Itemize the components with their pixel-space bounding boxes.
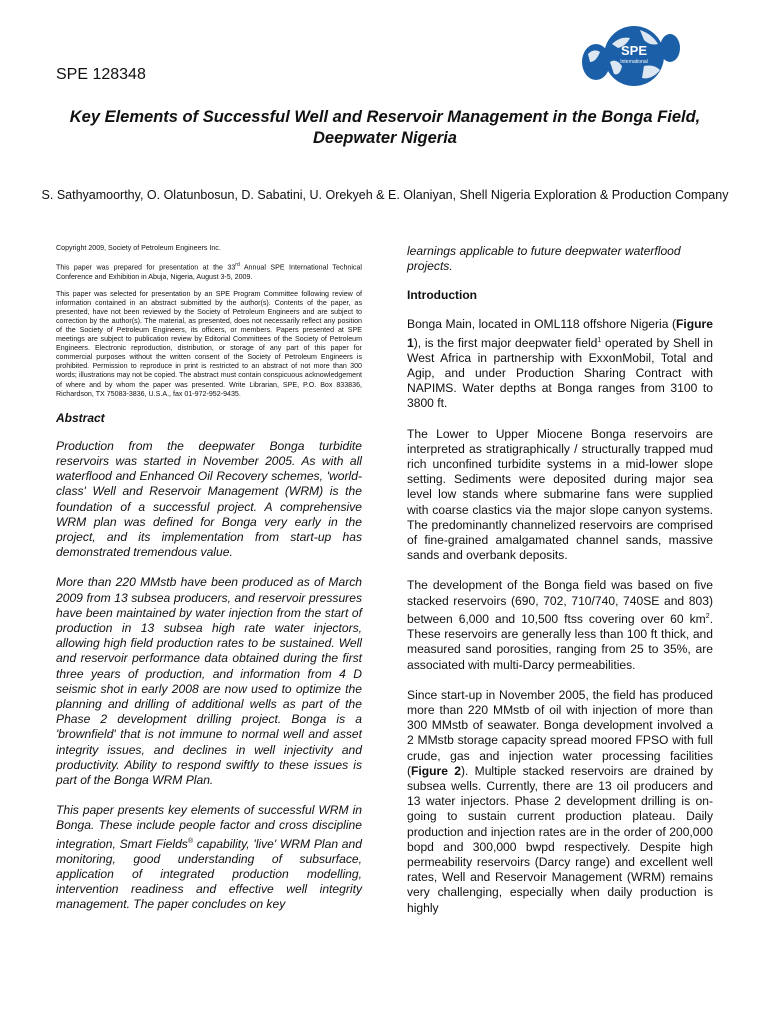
abstract-heading: Abstract: [56, 410, 105, 425]
abstract-body: [56, 439, 362, 913]
abstract-paragraph: This paper presents key elements of successful WRM in Bonga. These include people factor and cross discipline integration, Smart Fields® capability, 'live' WRM Plan and monitoring, good understanding of subsurface, application of integrated production modelling, intervention readiness and effective well integrity management. The paper concludes on key: [56, 803, 362, 912]
copyright-notice: Copyright 2009, Society of Petroleum Engineers Inc.: [56, 244, 221, 252]
introduction-body: [407, 317, 713, 915]
spe-globe-logo-icon: [580, 22, 680, 90]
abstract-continuation: learnings applicable to future deepwater waterflood projects.: [407, 244, 681, 274]
paper-id: SPE 128348: [56, 66, 146, 83]
intro-paragraph: The Lower to Upper Miocene Bonga reservoirs are interpreted as stratigraphically / structurally trapped mud rich unconfined turbidite systems in a mid-lower slope setting. Sediments were deposited during major sea level low stands where submarine fans were supplied with coarse clastics via the major slope canyon systems. The predominantly channelized reservoirs are comprised of fine-grained amalgamated channel sands, massive sands and overbank deposits.: [407, 426, 713, 563]
introduction-heading: Introduction: [407, 288, 477, 303]
right-column: [407, 244, 713, 931]
preparation-notice: This paper was prepared for presentation at the 33rd Annual SPE International Technical Conference and Exhibition in Abuja, Nigeria, August 3-5, 2009.: [56, 262, 363, 281]
logo-subtext: International: [620, 59, 648, 65]
logo-text: SPE: [620, 43, 648, 58]
intro-paragraph: The development of the Bonga field was based on five stacked reservoirs (690, 702, 710/740, 740SE and 803) between 6,000 and 10,500 ftss covering over 60 $km^2$. These reservoirs are generally less than 100 ft thick, and measured sand porosities, ranging from 25 to 35%, are associated with multi-Darcy permeabilities.: [407, 578, 713, 672]
paper-title: Key Elements of Successful Well and Reservoir Management in the Bonga Field, Deepwater Nigeria: [69, 108, 701, 147]
intro-paragraph: Bonga Main, located in OML118 offshore Nigeria (Figure 1), is the first major deepwater field$^1$ operated by Shell in West Africa in partnership with ExxonMobil, Total and Agip, and under Production Sharing Contract with NAPIMS. Water depths at Bonga ranges from 3100 to 3800 ft.: [407, 317, 714, 411]
intro-paragraph: Since start-up in November 2005, the field has produced more than 220 MMstb of oil with injection of more than 300 MMstb of seawater. Bonga development involved a 2 MMstb storage capacity spread moored FPSO with full crude, gas and injection water processing facilities (Figure 2). Multiple stacked reservoirs are drained by subsea wells. Currently, there are 13 oil producers and 13 water injectors. Phase 2 development drilling is on-going to sustain current production plateau. Daily production and injection rates are in the order of 200,000 bopd and 300,000 bwpd respectively. Despite high permeability reservoirs (Darcy range) and excellent well rates, Well and Reservoir Management (WRM) remains very challenging, especially when daily production is highly: [407, 687, 713, 915]
left-column: [56, 244, 362, 928]
abstract-paragraph: More than 220 MMstb have been produced as of March 2009 from 13 subsea producers, and reservoir pressures have been maintained by water injection from the start of production in 13 subsea high rate water injectors, allowing high field production rates to be sustained. Well and reservoir performance data obtained during the first three years of production, and information from 4 D seismic shot in early 2008 are now used to optimize the planning and drilling of additional wells as part of the Phase 2 development drilling project. Bonga is a 'brownfield' that is not immune to normal well and asset integrity issues, and declines in well injectivity and productivity. Ability to respond swiftly to these issues is part of the Bonga WRM Plan.: [56, 575, 362, 788]
abstract-paragraph: Production from the deepwater Bonga turbidite reservoirs was started in November 2005. As with all waterflood and Enhanced Oil Recovery schemes, 'world-class' Well and Reservoir Management (WRM) is the foundation of a successful project. A comprehensive WRM plan was defined for Bonga very early in the project, and its implementation from start-up has demonstrated tremendous value.: [56, 438, 362, 560]
selection-notice: This paper was selected for presentation by an SPE Program Committee following review of information contained in an abstract submitted by the author(s). Contents of the paper, as presented, have not been reviewed by the Society of Petroleum Engineers and are subject to correction by the author(s). The material, as presented, does not necessarily reflect any position of the Society of Petroleum Engineers, its officers, or members. Papers presented at SPE meetings are subject to publication review by Editorial Committees of the Society of Petroleum Engineers. Electronic reproduction, distribution, or storage of any part of this paper for commercial purposes without the written consent of the Society of Petroleum Engineers is prohibited. Permission to reproduce in print is restricted to an abstract of not more than 300 words; illustrations may not be copied. The abstract must contain conspicuous acknowledgement of where and by whom the paper was presented. Write Librarian, SPE, P.O. Box 833836, Richardson, TX 75083-3836, U.S.A., fax 01-972-952-9435.: [56, 289, 362, 398]
authors: S. Sathyamoorthy, O. Olatunbosun, D. Sabatini, U. Orekyeh & E. Olaniyan, Shell Nigeria Exploration & Production Company: [41, 188, 729, 202]
